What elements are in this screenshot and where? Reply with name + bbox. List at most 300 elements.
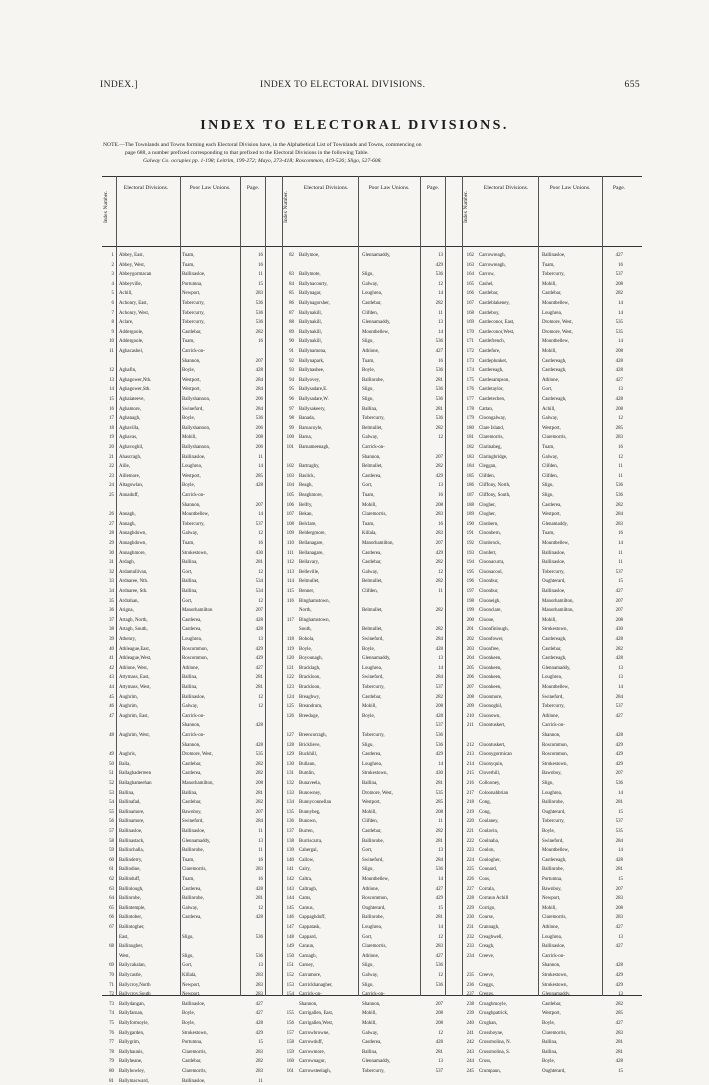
union-cell: Boyle, xyxy=(542,829,555,834)
index-cell: 72 xyxy=(109,992,114,998)
division-cell: Coos, xyxy=(479,877,491,882)
division-cell: Bellavary, xyxy=(299,560,319,566)
union-cell: Sligo, xyxy=(362,397,374,402)
division-cell: East, xyxy=(119,934,129,940)
table-row xyxy=(462,463,642,471)
index-cell: 196 xyxy=(466,579,474,585)
page-cell: 208 xyxy=(435,704,443,710)
index-cell: 70 xyxy=(109,973,114,978)
union-cell: Boyle, xyxy=(182,1011,195,1017)
division-cell: Ballintober, xyxy=(119,915,143,921)
table-row xyxy=(462,262,642,270)
union-cell: Carrick-on- xyxy=(542,723,565,729)
division-cell: Aille, xyxy=(119,464,131,470)
table-row xyxy=(282,838,462,846)
table-row xyxy=(102,646,282,654)
index-cell: 137 xyxy=(286,829,294,834)
division-cell: Aghavas, xyxy=(119,435,138,441)
division-cell: Benner, xyxy=(299,589,315,594)
index-cell: 223 xyxy=(466,848,474,854)
index-cell: 71 xyxy=(109,982,114,988)
division-cell: Cong, xyxy=(479,809,491,815)
table-row xyxy=(462,607,642,615)
index-cell: 116 xyxy=(286,598,294,604)
division-cell: Brackloon, xyxy=(299,675,321,681)
union-cell: Roscommon, xyxy=(182,646,208,652)
table-row xyxy=(102,962,282,970)
union-cell: Sligo, xyxy=(182,934,194,940)
index-cell: 110 xyxy=(286,541,294,546)
table-row xyxy=(102,550,282,558)
table-row xyxy=(282,914,462,922)
table-row xyxy=(282,694,462,702)
division-cell: Ballygarden, xyxy=(119,1030,145,1036)
division-cell: Carrowduff, xyxy=(299,1040,323,1046)
index-cell: 231 xyxy=(466,925,474,930)
index-cell: 199 xyxy=(466,608,474,614)
union-cell: Strokestown, xyxy=(542,973,568,978)
division-cell: Clarinabeg, xyxy=(479,445,502,450)
table-row xyxy=(102,953,282,961)
page-cell: 14 xyxy=(438,665,443,671)
division-cell: Ballindine, xyxy=(119,867,141,873)
page-cell: 536 xyxy=(255,953,263,959)
index-cell: 61 xyxy=(109,867,114,873)
table-row xyxy=(102,559,282,567)
table-row xyxy=(102,924,282,932)
index-cell: 242 xyxy=(466,1040,474,1046)
index-cell: 35 xyxy=(109,598,114,604)
page-cell: 427 xyxy=(255,1011,263,1017)
table-row xyxy=(462,377,642,385)
union-cell: Ballina, xyxy=(362,1049,378,1055)
page-cell: 536 xyxy=(255,301,263,306)
union-cell: Oughterard, xyxy=(542,1069,566,1074)
division-cell: Cloverhill, xyxy=(479,771,501,777)
page-cell: 11 xyxy=(438,589,443,594)
table-row xyxy=(462,1049,642,1057)
table-row xyxy=(282,934,462,942)
table-row xyxy=(102,1068,282,1076)
table-row xyxy=(282,991,462,999)
table-row xyxy=(282,1039,462,1047)
index-cell: 224 xyxy=(466,857,474,863)
table-row xyxy=(102,943,282,951)
division-cell: Creagh, xyxy=(479,944,495,950)
page-cell: 14 xyxy=(618,339,623,345)
division-cell: Carramore, xyxy=(299,973,322,978)
division-cell: Clonbern, xyxy=(479,521,499,527)
table-row xyxy=(102,319,282,327)
union-cell: Boyle, xyxy=(182,1021,195,1026)
page-cell: 537 xyxy=(615,704,623,710)
division-cell: Annagh, xyxy=(119,512,136,518)
page-cell: 428 xyxy=(255,1021,263,1026)
table-row xyxy=(462,425,642,433)
union-cell: Tuam, xyxy=(182,262,195,268)
page-cell: 16 xyxy=(258,877,263,882)
division-cell: West, xyxy=(119,953,130,959)
union-cell: Manorhamilton, xyxy=(362,541,394,546)
index-cell: 174 xyxy=(466,368,474,374)
table-row xyxy=(462,655,642,663)
union-cell: Mountbellew, xyxy=(182,512,209,518)
table-row xyxy=(282,1010,462,1018)
index-cell: 91 xyxy=(289,349,294,354)
index-cell: 38 xyxy=(109,627,114,633)
union-cell: Tobercurry, xyxy=(542,704,565,710)
union-cell: Castlerea, xyxy=(362,1040,382,1046)
division-cell: Coologher, xyxy=(479,857,501,863)
division-cell: Ballynakill, xyxy=(299,320,322,326)
page-cell: 14 xyxy=(438,291,443,297)
division-cell: Cloonkeen, xyxy=(479,685,502,690)
union-cell: Manorhamilton, xyxy=(542,598,574,604)
page-cell: 282 xyxy=(255,329,263,335)
division-cell: Callow, xyxy=(299,857,315,863)
table-row xyxy=(102,1001,282,1009)
union-cell: Ballinasloe, xyxy=(182,829,206,834)
table-row xyxy=(462,559,642,567)
division-cell: Carrowreagh, xyxy=(479,262,506,268)
division-cell: Cloonkeen, xyxy=(479,656,502,662)
union-cell: Carrick-on- xyxy=(182,349,205,354)
division-cell: Ballynagorsher, xyxy=(299,301,330,306)
table-row xyxy=(102,770,282,778)
index-cell: 92 xyxy=(289,358,294,364)
division-cell: Cappatask, xyxy=(299,925,321,930)
table-row xyxy=(282,1001,462,1009)
union-cell: Swineford, xyxy=(542,694,564,700)
index-cell: 227 xyxy=(466,886,474,892)
union-cell: Manorhamilton xyxy=(182,608,213,614)
union-cell: Carrick-on- xyxy=(362,992,385,998)
division-cell: Aghavilla, xyxy=(119,425,140,431)
table-row xyxy=(462,598,642,606)
table-row xyxy=(282,1049,462,1057)
table-row xyxy=(462,626,642,634)
division-cell: Castlesampson, xyxy=(479,377,510,383)
division-cell: Creaghwell, xyxy=(479,934,503,940)
table-row xyxy=(282,1058,462,1066)
union-cell: Tobercurry, xyxy=(182,320,205,326)
index-cell: 226 xyxy=(466,877,474,882)
index-cell: 184 xyxy=(466,464,474,470)
union-cell: Tuam, xyxy=(182,339,195,345)
table-row xyxy=(462,300,642,308)
page-cell: 536 xyxy=(435,416,443,422)
page-title: INDEX TO ELECTORAL DIVISIONS. xyxy=(200,118,509,133)
page-cell: 14 xyxy=(438,925,443,930)
page-cell: 428 xyxy=(615,1059,623,1065)
index-cell: 119 xyxy=(286,646,294,652)
union-cell: Athlone, xyxy=(362,349,379,354)
union-cell: Oughterard, xyxy=(542,809,566,815)
page-cell: 11 xyxy=(618,473,623,479)
union-cell: Boyle, xyxy=(362,646,375,652)
union-cell: Ballina, xyxy=(182,790,198,796)
division-cell: Athleague,East, xyxy=(119,646,150,652)
union-cell: Strokestown, xyxy=(542,982,568,988)
index-cell: 43 xyxy=(109,675,114,681)
union-cell: Galway, xyxy=(182,704,199,710)
index-cell: 143 xyxy=(286,886,294,892)
division-cell: Barnacoyle, xyxy=(299,425,323,431)
index-cell: 75 xyxy=(109,1021,114,1026)
table-row xyxy=(102,1039,282,1047)
union-cell: Ballyshannon, xyxy=(182,397,211,402)
index-cell: 206 xyxy=(466,675,474,681)
index-cell: 85 xyxy=(289,291,294,297)
division-cell: Arigna, xyxy=(119,608,134,614)
division-cell: Cloonfree, xyxy=(479,646,500,652)
union-cell: Sligo, xyxy=(182,953,194,959)
table-row xyxy=(102,1058,282,1066)
division-cell: Ballycroy,South xyxy=(119,992,151,998)
index-cell: 89 xyxy=(289,329,294,335)
table-row xyxy=(462,550,642,558)
table-row xyxy=(462,319,642,327)
table-row xyxy=(462,962,642,970)
table-row xyxy=(462,252,642,260)
index-cell: 109 xyxy=(286,531,294,537)
union-cell: Carrick-on- xyxy=(182,713,205,719)
division-cell: Annagh, xyxy=(119,521,136,527)
index-cell: 57 xyxy=(109,829,114,834)
union-cell: Roscommon, xyxy=(542,742,568,748)
union-cell: Tuam, xyxy=(182,253,195,258)
table-row xyxy=(462,396,642,404)
table-row xyxy=(282,492,462,500)
index-cell: 158 xyxy=(286,1040,294,1046)
index-cell: 117 xyxy=(286,617,294,623)
table-row xyxy=(282,482,462,490)
index-cell: 216 xyxy=(466,781,474,786)
division-cell: Abbey, East, xyxy=(119,253,144,258)
header-electoral-2: Electoral Divisions. xyxy=(303,185,349,191)
division-cell: Cappard, xyxy=(299,934,317,940)
table-row xyxy=(462,876,642,884)
table-row xyxy=(462,818,642,826)
index-cell: 240 xyxy=(466,1021,474,1026)
page-cell: 428 xyxy=(435,1040,443,1046)
index-cell: 180 xyxy=(466,425,474,431)
division-cell: Attymass, East, xyxy=(119,675,150,681)
index-cell: 8 xyxy=(111,320,114,326)
union-cell: Castlebar, xyxy=(542,646,562,652)
index-cell: 106 xyxy=(286,502,294,508)
index-cell: 239 xyxy=(466,1011,474,1017)
table-row xyxy=(462,454,642,462)
union-cell: Shannon, xyxy=(182,502,201,508)
division-cell: Caltragh, xyxy=(299,886,318,892)
page-cell: 427 xyxy=(615,925,623,930)
page-cell: 536 xyxy=(435,867,443,873)
table-row xyxy=(102,281,282,289)
union-cell: Ballinrobe, xyxy=(182,848,204,854)
index-cell: 181 xyxy=(466,435,474,441)
division-cell: Carrigallen,West, xyxy=(299,1021,334,1026)
union-cell: Gort, xyxy=(362,848,373,854)
page-cell: 15 xyxy=(618,809,623,815)
division-cell: Ballycastle, xyxy=(119,973,142,978)
page-cell: 283 xyxy=(615,435,623,441)
index-cell: 134 xyxy=(286,800,294,806)
table-row xyxy=(462,953,642,961)
division-cell: Annaghdown, xyxy=(119,531,147,537)
page-cell: 536 xyxy=(435,982,443,988)
index-cell: 145 xyxy=(286,905,294,911)
union-cell: Tuam, xyxy=(362,358,375,364)
union-cell: Manorhamilton, xyxy=(182,781,214,786)
table-row xyxy=(462,511,642,519)
division-cell: Aghafin, xyxy=(119,368,137,374)
division-cell: Cleggan, xyxy=(479,464,497,470)
table-row xyxy=(462,674,642,682)
division-cell: Castlefrench, xyxy=(479,339,505,345)
index-cell: 225 xyxy=(466,867,474,873)
table-row xyxy=(102,473,282,481)
division-cell: Abbeyville, xyxy=(119,281,142,287)
page-cell: 14 xyxy=(438,877,443,882)
union-cell: Ballina, xyxy=(542,1049,558,1055)
division-cell: Baslick, xyxy=(299,473,315,479)
index-cell: 192 xyxy=(466,541,474,546)
page-cell: 428 xyxy=(255,915,263,921)
union-cell: Glennamaddy, xyxy=(362,320,391,326)
index-cell: 29 xyxy=(109,541,114,546)
union-cell: Ballina, xyxy=(542,1040,558,1046)
note-paragraph xyxy=(103,141,639,165)
division-cell: Claremorris, xyxy=(479,435,504,441)
union-cell: Claremorris, xyxy=(362,944,387,950)
division-cell: Addergoole, xyxy=(119,329,144,335)
page-cell: 281 xyxy=(435,377,443,383)
union-cell: Ballinasloe, xyxy=(542,560,566,566)
index-cell: 175 xyxy=(466,377,474,383)
index-cell: 27 xyxy=(109,521,114,527)
index-cell: 151 xyxy=(286,963,294,969)
table-row xyxy=(462,434,642,442)
page-cell: 536 xyxy=(255,416,263,422)
division-cell: Cashel, xyxy=(479,281,494,287)
index-cell: 74 xyxy=(109,1011,114,1017)
table-row xyxy=(282,569,462,577)
table-row xyxy=(462,492,642,500)
division-cell: Cloonoghil, xyxy=(479,704,503,710)
index-cell: 132 xyxy=(286,781,294,786)
table-row xyxy=(102,934,282,942)
page-cell: 535 xyxy=(615,329,623,335)
index-cell: 26 xyxy=(109,512,114,518)
table-row xyxy=(282,300,462,308)
union-cell: Roscommon, xyxy=(362,896,388,902)
index-cell: 69 xyxy=(109,963,114,969)
page-cell: 11 xyxy=(258,1078,263,1084)
page-cell: 534 xyxy=(255,589,263,594)
union-cell: Castlebar, xyxy=(182,800,202,806)
table-row xyxy=(462,281,642,289)
union-cell: Glennamaddy, xyxy=(542,992,571,998)
index-cell: 113 xyxy=(286,569,294,575)
union-cell: Mohill, xyxy=(362,1011,377,1017)
division-cell: Cliffony, South, xyxy=(479,493,511,498)
table-row xyxy=(462,540,642,548)
union-cell: Ballinrobe, xyxy=(542,800,564,806)
union-cell: Castlerea, xyxy=(542,502,562,508)
division-cell: Castleboy, xyxy=(479,310,500,316)
union-cell: Mountbellew, xyxy=(362,877,389,882)
union-cell: Castlereagh, xyxy=(542,358,567,364)
union-cell: Galway, xyxy=(182,531,199,537)
index-cell: 205 xyxy=(466,665,474,671)
page-cell: 13 xyxy=(438,483,443,489)
union-cell: Ballina, xyxy=(182,560,198,566)
table-row xyxy=(102,982,282,990)
table-row xyxy=(462,713,642,721)
index-cell: 68 xyxy=(109,944,114,950)
index-cell: 80 xyxy=(109,1069,114,1074)
table-row xyxy=(282,905,462,913)
division-cell: Ballynashee, xyxy=(299,368,325,374)
note-line-1: NOTE.—The Townlands and Towns forming each Electoral Division have, in the Alphabetical List of Townlands and Towns, commencing on xyxy=(103,142,422,148)
union-cell: Clifden, xyxy=(542,473,558,479)
table-row xyxy=(282,674,462,682)
table-row xyxy=(102,569,282,577)
page-cell: 285 xyxy=(435,800,443,806)
division-cell: Castletaylor, xyxy=(479,387,504,393)
union-cell: Westport, xyxy=(182,387,201,393)
division-cell: Cloongalway, xyxy=(479,416,506,422)
index-cell: 207 xyxy=(466,685,474,690)
union-cell: Shannon, xyxy=(362,454,381,460)
index-cell: 198 xyxy=(466,598,474,604)
division-cell: Cloonbur, xyxy=(479,589,499,594)
page-cell: 281 xyxy=(255,685,263,690)
table-row xyxy=(102,377,282,385)
page-cell: 11 xyxy=(258,454,263,460)
table-row xyxy=(282,607,462,615)
union-cell: Castlerea, xyxy=(182,886,202,892)
division-cell: Ballaghameehan xyxy=(119,781,152,786)
table-row xyxy=(282,530,462,538)
table-row xyxy=(462,780,642,788)
table-row xyxy=(102,722,282,730)
division-cell: Ballynacourty, xyxy=(299,281,328,287)
index-cell: 193 xyxy=(466,550,474,556)
index-cell: 96 xyxy=(289,397,294,402)
division-cell: Ballintemple, xyxy=(119,905,146,911)
table-row xyxy=(462,905,642,913)
table-top-rule xyxy=(102,176,642,177)
index-cell: 100 xyxy=(286,435,294,441)
division-cell: Clare Island, xyxy=(479,425,504,431)
page-cell: 428 xyxy=(255,617,263,623)
header-page-2: Page. xyxy=(426,185,440,191)
union-cell: Glenamaddy, xyxy=(542,521,568,527)
table-row xyxy=(282,271,462,279)
page-cell: 429 xyxy=(615,973,623,978)
index-cell: 169 xyxy=(466,320,474,326)
index-cell: 9 xyxy=(111,329,114,335)
division-cell: Bekan, xyxy=(299,512,313,518)
table-row xyxy=(282,962,462,970)
table-row xyxy=(282,924,462,932)
table-row xyxy=(102,818,282,826)
union-cell: Sligo, xyxy=(542,483,554,489)
division-cell: Cloonyquin, xyxy=(479,761,504,767)
division-cell: Annaghmore, xyxy=(119,550,146,556)
